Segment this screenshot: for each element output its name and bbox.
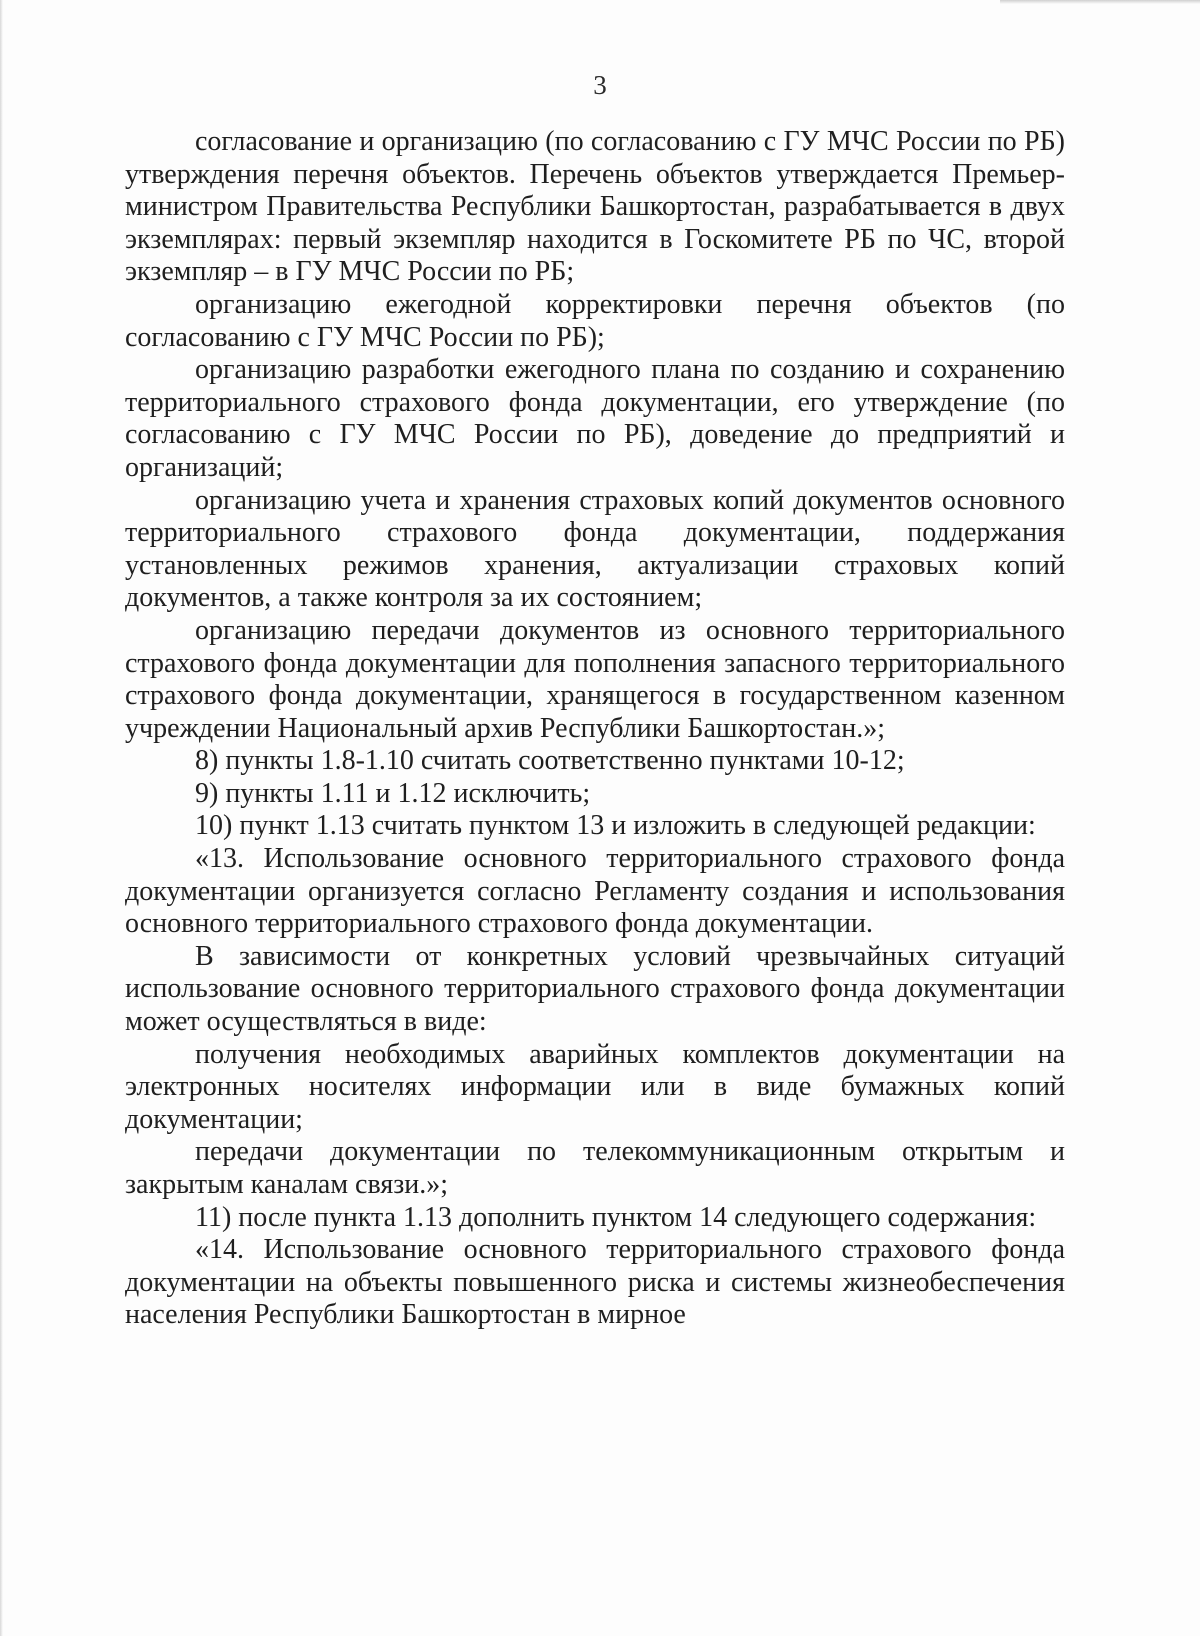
paragraph: организацию передачи документов из основного территориального страхового фонда документации для пополнения запасного территориального страхового фонда документации, хранящегося в государственном казенном учреждении Национальный архив Республики Башкортостан.»; bbox=[125, 614, 1065, 744]
document-body bbox=[125, 126, 1065, 1332]
paragraph: «14. Использование основного территориального страхового фонда документации на объекты повышенного риска и системы жизнеобеспечения населения Республики Башкортостан в мирное bbox=[125, 1234, 1065, 1331]
paragraph: получения необходимых аварийных комплектов документации на электронных носителях информации или в виде бумажных копий документации; bbox=[125, 1038, 1065, 1135]
paragraph: организацию разработки ежегодного плана по созданию и сохранению территориального страхового фонда документации, его утверждение (по согласованию с ГУ МЧС России по РБ), доведение до предприятий и организаций; bbox=[125, 354, 1065, 483]
paragraph: 8) пункты 1.8-1.10 считать соответственно пунктами 10-12; bbox=[195, 745, 905, 777]
paragraph: передачи документации по телекоммуникационным открытым и закрытым каналам связи.»; bbox=[125, 1136, 1065, 1200]
paragraph: организацию ежегодной корректировки перечня объектов (по согласованию с ГУ МЧС России по РБ); bbox=[125, 288, 1065, 353]
page-number: 3 bbox=[593, 70, 607, 100]
scan-edge-top bbox=[1000, 0, 1200, 4]
paragraph: 10) пункт 1.13 считать пунктом 13 и изложить в следующей редакции: bbox=[195, 810, 1036, 842]
paragraph: В зависимости от конкретных условий чрезвычайных ситуаций использование основного территориального страхового фонда документации может осуществляться в виде: bbox=[125, 940, 1065, 1038]
paragraph: «13. Использование основного территориального страхового фонда документации организуется согласно Регламенту создания и использования основного территориального страхового фонда документации. bbox=[125, 843, 1065, 940]
paragraph: согласование и организацию (по согласованию с ГУ МЧС России по РБ) утверждения перечня объектов. Перечень объектов утверждается Премьер-министром Правительства Республики Башкортостан, разрабатывается в двух экземплярах: первый экземпляр находится в Госкомитете РБ по ЧС, второй экземпляр – в ГУ МЧС России по РБ; bbox=[125, 126, 1065, 288]
scan-edge-left bbox=[0, 0, 3, 1636]
paragraph: организацию учета и хранения страховых копий документов основного территориального страхового фонда документации, поддержания установленных режимов хранения, актуализации страховых копий документов, а также контроля за их состоянием; bbox=[125, 484, 1065, 614]
paragraph: 11) после пункта 1.13 дополнить пунктом 14 следующего содержания: bbox=[195, 1201, 1037, 1233]
paragraph: 9) пункты 1.11 и 1.12 исключить; bbox=[195, 777, 591, 809]
